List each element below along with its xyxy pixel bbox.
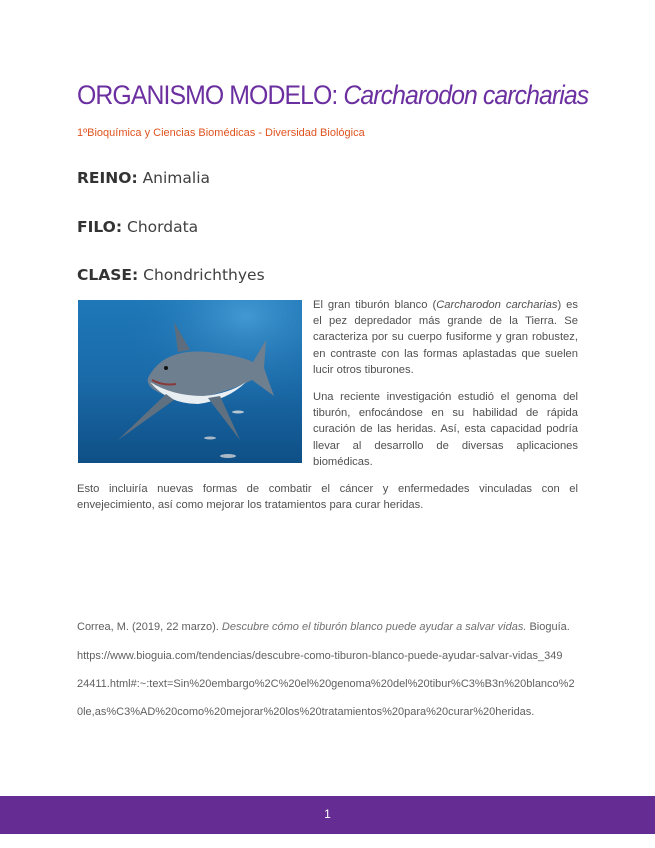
paragraph-research: Una reciente investigación estudió el genoma del tiburón, enfocándose en su habilidad de rápida curación de las heridas. Así, esta capacidad podría llevar al desarrollo de diversas aplicaciones biomédicas. xyxy=(313,391,578,468)
reino-label: REINO: xyxy=(77,169,138,187)
page-footer xyxy=(0,796,655,834)
subtitle: 1ºBioquímica y Ciencias Biomédicas - Diversidad Biológica xyxy=(77,127,365,139)
title-prefix: ORGANISMO MODELO: xyxy=(77,80,338,110)
reino-field xyxy=(77,169,210,187)
paragraph-intro xyxy=(313,297,578,378)
intro-species: Carcharodon carcharias xyxy=(436,299,558,311)
paragraph-applications: Esto incluiría nuevas formas de combatir el cáncer y enfermedades vinculadas con el envejecimiento, así como mejorar los tratamientos para curar heridas. xyxy=(77,483,578,512)
reino-value: Animalia xyxy=(142,169,211,187)
clase-value: Chondrichthyes xyxy=(143,266,265,284)
shark-photo xyxy=(78,300,302,463)
title-species: Carcharodon carcharias xyxy=(343,80,589,110)
reference-source: Bioguía. xyxy=(526,621,570,633)
filo-label: FILO: xyxy=(77,218,123,236)
clase-label: CLASE: xyxy=(77,266,139,284)
reference-citation xyxy=(77,621,570,633)
reference-url-line-2[interactable]: 24411.html#:~:text=Sin%20embargo%2C%20el%20genoma%20del%20tibur%C3%B3n%20blanco%2 xyxy=(77,678,575,690)
intro-text-b: ) es el pez depredador más grande de la Tierra. Se caracteriza por su cuerpo fusiforme y gran robustez, en contraste con las formas aplastadas que suelen lucir otros tiburones. xyxy=(313,299,578,376)
reference-authors: Correa, M. (2019, 22 marzo). xyxy=(77,621,222,633)
reference-url-line-1[interactable]: https://www.bioguia.com/tendencias/descubre-como-tiburon-blanco-puede-ayudar-salvar-vidas_349 xyxy=(77,650,563,662)
reference-title: Descubre cómo el tiburón blanco puede ayudar a salvar vidas. xyxy=(221,621,527,633)
page-number: 1 xyxy=(324,807,331,821)
clase-field xyxy=(77,266,265,284)
intro-text-a: El gran tiburón blanco ( xyxy=(313,299,437,311)
filo-value: Chordata xyxy=(127,218,199,236)
reference-url-line-3[interactable]: 0le,as%C3%AD%20como%20mejorar%20los%20tratamientos%20para%20curar%20heridas. xyxy=(77,706,535,718)
filo-field xyxy=(77,218,198,236)
page-title xyxy=(77,80,588,111)
